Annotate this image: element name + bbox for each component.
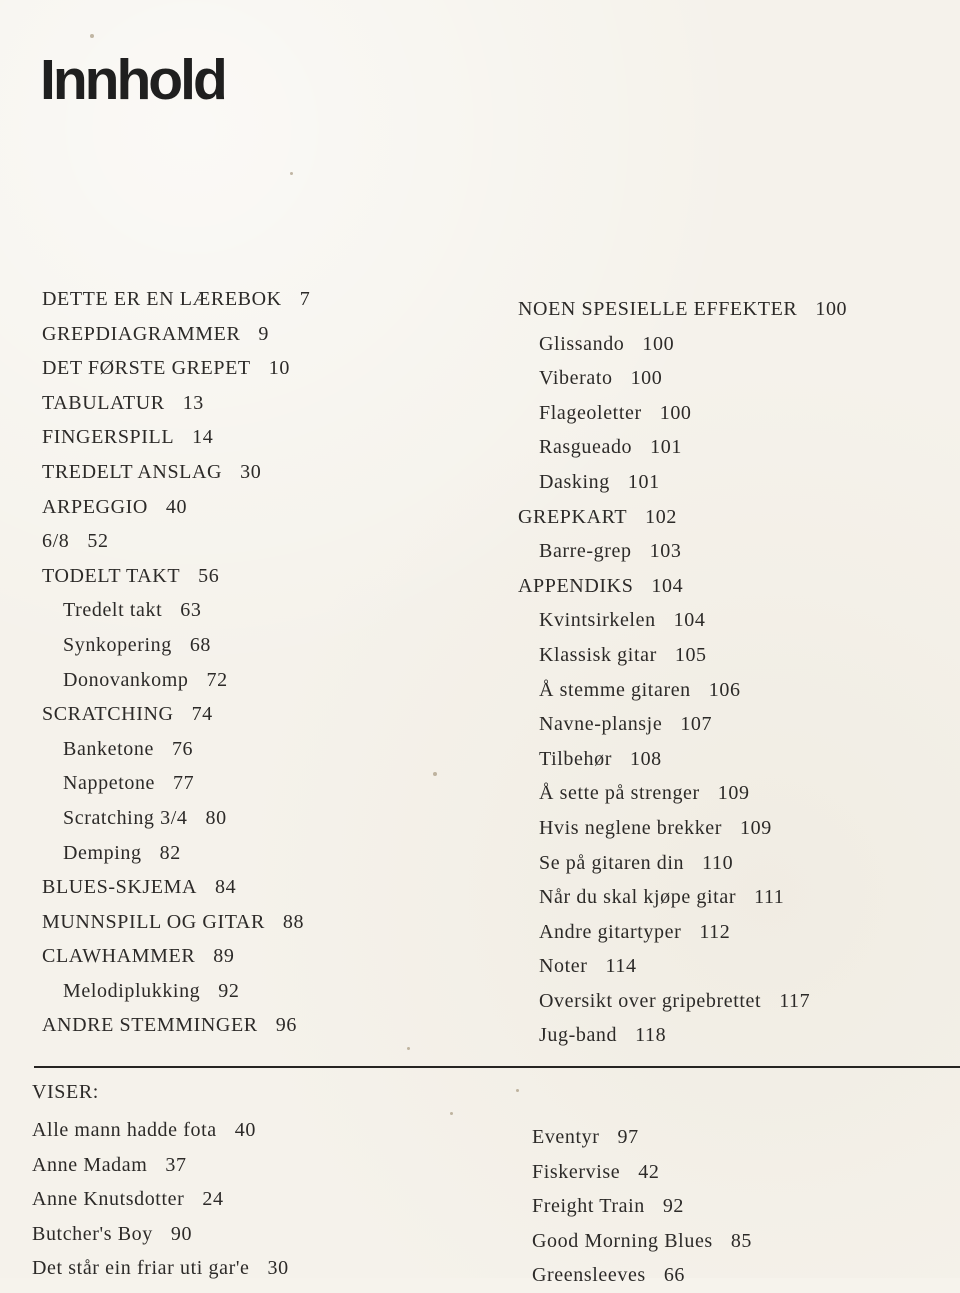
toc-entry-label: Scratching 3/4 [63, 806, 188, 829]
toc-entry [34, 974, 454, 1009]
viser-left-column [32, 1113, 472, 1286]
toc-entry [514, 880, 944, 915]
toc-entry [34, 870, 454, 905]
toc-entry-label: Anne Knutsdotter [32, 1188, 185, 1210]
toc-entry [32, 1251, 472, 1286]
toc-entry [34, 455, 454, 490]
toc-entry [514, 915, 944, 950]
toc-entry-label: GREPKART [518, 505, 628, 528]
toc-entry-label: Å sette på strenger [539, 782, 700, 805]
toc-page-number: 90 [170, 1222, 193, 1245]
toc-entry [34, 1008, 454, 1043]
toc-page-number: 76 [171, 737, 194, 760]
toc-entry [514, 361, 944, 396]
toc-page-number: 100 [659, 401, 692, 424]
toc-entry [514, 430, 944, 465]
toc-entry [514, 846, 944, 881]
toc-entry-label: Anne Madam [32, 1153, 148, 1176]
toc-entry [532, 1258, 952, 1293]
contents-right-column [514, 292, 944, 1053]
toc-entry-label: Eventyr [532, 1126, 600, 1148]
toc-entry-label: ARPEGGIO [42, 495, 148, 518]
toc-entry-label: BLUES-SKJEMA [42, 876, 197, 899]
toc-entry-label: 6/8 [42, 530, 70, 553]
toc-entry-label: Rasgueado [539, 436, 633, 459]
toc-entry [34, 801, 454, 836]
toc-entry-label: Se på gitaren din [539, 851, 685, 874]
toc-page-number: 109 [717, 782, 750, 805]
toc-page-number: 104 [673, 609, 706, 632]
toc-entry-label: Når du skal kjøpe gitar [539, 886, 737, 909]
toc-entry [514, 776, 944, 811]
toc-entry-label: Glissando [539, 332, 625, 355]
toc-entry-label: Donovankomp [63, 668, 189, 691]
toc-entry [34, 386, 454, 421]
toc-entry-label: Melodiplukking [63, 979, 201, 1002]
toc-page-number: 96 [275, 1014, 297, 1037]
paper-speck [516, 1089, 519, 1092]
toc-entry [34, 766, 454, 801]
toc-entry-label: Hvis neglene brekker [539, 816, 723, 839]
toc-entry [34, 939, 454, 974]
toc-entry [514, 811, 944, 846]
toc-entry [34, 593, 454, 628]
toc-entry [514, 673, 944, 708]
section-divider [34, 1066, 960, 1068]
toc-entry-label: Viberato [539, 367, 613, 390]
toc-entry [34, 317, 454, 352]
toc-entry-label: TREDELT ANSLAG [42, 460, 223, 483]
toc-entry [32, 1217, 472, 1252]
toc-page-number: 111 [754, 886, 785, 909]
toc-page-number: 107 [680, 713, 713, 736]
toc-page-number: 114 [605, 955, 637, 978]
toc-entry [34, 420, 454, 455]
toc-page-number: 89 [213, 945, 235, 968]
toc-entry [34, 836, 454, 871]
toc-entry [32, 1113, 472, 1148]
toc-entry [32, 1148, 472, 1183]
paper-speck [407, 1047, 410, 1050]
toc-entry [34, 905, 454, 940]
toc-entry [514, 603, 944, 638]
toc-entry-label: Nappetone [63, 772, 156, 795]
toc-entry-label: Kvintsirkelen [539, 609, 656, 632]
toc-entry [532, 1224, 952, 1259]
toc-page-number: 9 [258, 322, 270, 345]
toc-page-number: 117 [779, 989, 811, 1012]
toc-page-number: 72 [206, 668, 228, 691]
toc-entry-label: Det står ein friar uti gar'e [32, 1257, 250, 1279]
toc-page-number: 108 [629, 747, 662, 770]
toc-page-number: 77 [173, 772, 195, 795]
toc-page-number: 112 [699, 920, 731, 943]
toc-entry-label: Å stemme gitaren [539, 678, 691, 701]
toc-entry [514, 292, 944, 327]
toc-entry [514, 742, 944, 777]
toc-entry-label: Noter [539, 955, 588, 978]
toc-page-number: 74 [191, 703, 213, 726]
toc-entry-label: CLAWHAMMER [42, 945, 196, 968]
toc-entry [514, 396, 944, 431]
toc-entry-label: Greensleeves [532, 1264, 646, 1286]
toc-page-number: 85 [730, 1229, 753, 1252]
toc-entry-label: Navne-plansje [539, 713, 663, 736]
toc-page-number: 52 [87, 530, 109, 553]
toc-page-number: 102 [645, 505, 677, 528]
toc-entry-label: DETTE ER EN LÆREBOK [42, 288, 282, 310]
toc-page-number: 40 [234, 1119, 256, 1141]
toc-entry [34, 351, 454, 386]
toc-page-number: 110 [702, 851, 734, 874]
toc-page-number: 13 [182, 391, 204, 414]
toc-entry-label: FINGERSPILL [42, 426, 175, 449]
toc-entry-label: SCRATCHING [42, 703, 174, 726]
toc-page-number: 56 [198, 564, 220, 587]
toc-page-number: 30 [267, 1257, 289, 1279]
toc-entry [532, 1189, 952, 1224]
toc-page-number: 30 [240, 460, 262, 483]
contents-left-column [34, 282, 454, 1043]
toc-page-number: 84 [215, 876, 237, 899]
toc-entry [34, 732, 454, 767]
toc-page-number: 80 [205, 806, 227, 829]
toc-entry-label: Alle mann hadde fota [32, 1119, 217, 1141]
toc-page-number: 105 [674, 643, 707, 666]
toc-page-number: 100 [630, 367, 663, 390]
paper-speck [450, 1112, 453, 1115]
toc-entry [514, 327, 944, 362]
toc-page-number: 106 [708, 678, 741, 701]
toc-page-number: 37 [165, 1153, 187, 1176]
toc-entry-label: DET FØRSTE GREPET [42, 357, 251, 380]
viser-heading: VISER: [32, 1081, 99, 1103]
toc-page-number: 109 [740, 816, 772, 839]
toc-entry [34, 628, 454, 663]
toc-entry-label: Tredelt takt [63, 599, 163, 622]
toc-entry-label: Flageoletter [539, 401, 642, 424]
toc-entry [514, 569, 944, 604]
toc-entry [34, 282, 454, 317]
toc-entry-label: APPENDIKS [518, 574, 634, 597]
toc-entry-label: Butcher's Boy [32, 1222, 153, 1245]
toc-entry-label: Demping [63, 841, 142, 864]
toc-entry [514, 984, 944, 1019]
toc-page-number: 63 [180, 599, 202, 622]
paper-speck [290, 172, 293, 175]
toc-page-number: 7 [299, 288, 311, 310]
toc-entry [532, 1155, 952, 1190]
toc-entry [514, 949, 944, 984]
toc-entry [514, 465, 944, 500]
toc-entry-label: Oversikt over gripebrettet [539, 989, 762, 1012]
toc-entry-label: TODELT TAKT [42, 564, 181, 587]
paper-speck [90, 34, 94, 38]
toc-entry [34, 490, 454, 525]
toc-entry-label: Tilbehør [539, 747, 612, 770]
toc-entry [34, 559, 454, 594]
toc-page-number: 92 [662, 1195, 685, 1217]
toc-entry-label: NOEN SPESIELLE EFFEKTER [518, 298, 798, 320]
toc-page-number: 10 [268, 357, 290, 380]
toc-page-number: 103 [649, 540, 682, 563]
toc-entry-label: GREPDIAGRAMMER [42, 322, 241, 345]
toc-page-number: 82 [159, 841, 181, 864]
toc-entry-label: TABULATUR [42, 391, 165, 414]
toc-page-number: 40 [165, 495, 188, 518]
toc-entry-label: Fiskervise [532, 1160, 621, 1183]
toc-entry-label: Klassisk gitar [539, 643, 657, 666]
paper-speck [433, 772, 437, 776]
toc-entry [514, 707, 944, 742]
page-title: Innhold [40, 48, 225, 112]
toc-entry-label: Freight Train [532, 1195, 645, 1217]
toc-page-number: 118 [635, 1024, 667, 1047]
toc-entry-label: ANDRE STEMMINGER [42, 1014, 258, 1037]
toc-entry-label: Banketone [63, 737, 154, 760]
toc-entry [532, 1120, 952, 1155]
toc-entry [514, 1018, 944, 1053]
toc-entry-label: Jug-band [539, 1024, 618, 1047]
toc-entry-label: Barre-grep [539, 540, 632, 563]
toc-entry [34, 663, 454, 698]
toc-entry [34, 524, 454, 559]
toc-page-number: 42 [638, 1160, 660, 1183]
toc-entry [514, 500, 944, 535]
toc-entry [34, 697, 454, 732]
viser-right-column [532, 1120, 952, 1293]
toc-entry [514, 638, 944, 673]
toc-page-number: 66 [663, 1264, 686, 1286]
toc-page-number: 97 [617, 1126, 639, 1148]
toc-page-number: 92 [218, 979, 240, 1002]
toc-entry-label: MUNNSPILL OG GITAR [42, 910, 265, 933]
toc-page-number: 104 [651, 574, 684, 597]
toc-page-number: 68 [189, 633, 212, 656]
toc-page-number: 100 [815, 298, 848, 320]
toc-page-number: 101 [627, 470, 660, 493]
toc-entry-label: Andre gitartyper [539, 920, 682, 943]
toc-page-number: 101 [650, 436, 682, 459]
toc-page-number: 14 [192, 426, 214, 449]
toc-entry-label: Synkopering [63, 633, 172, 656]
toc-entry-label: Good Morning Blues [532, 1229, 713, 1252]
toc-page-number: 88 [282, 910, 305, 933]
toc-entry-label: Dasking [539, 470, 610, 493]
toc-entry [514, 534, 944, 569]
toc-page-number: 100 [642, 332, 675, 355]
toc-page-number: 24 [202, 1188, 224, 1210]
toc-entry [32, 1182, 472, 1217]
